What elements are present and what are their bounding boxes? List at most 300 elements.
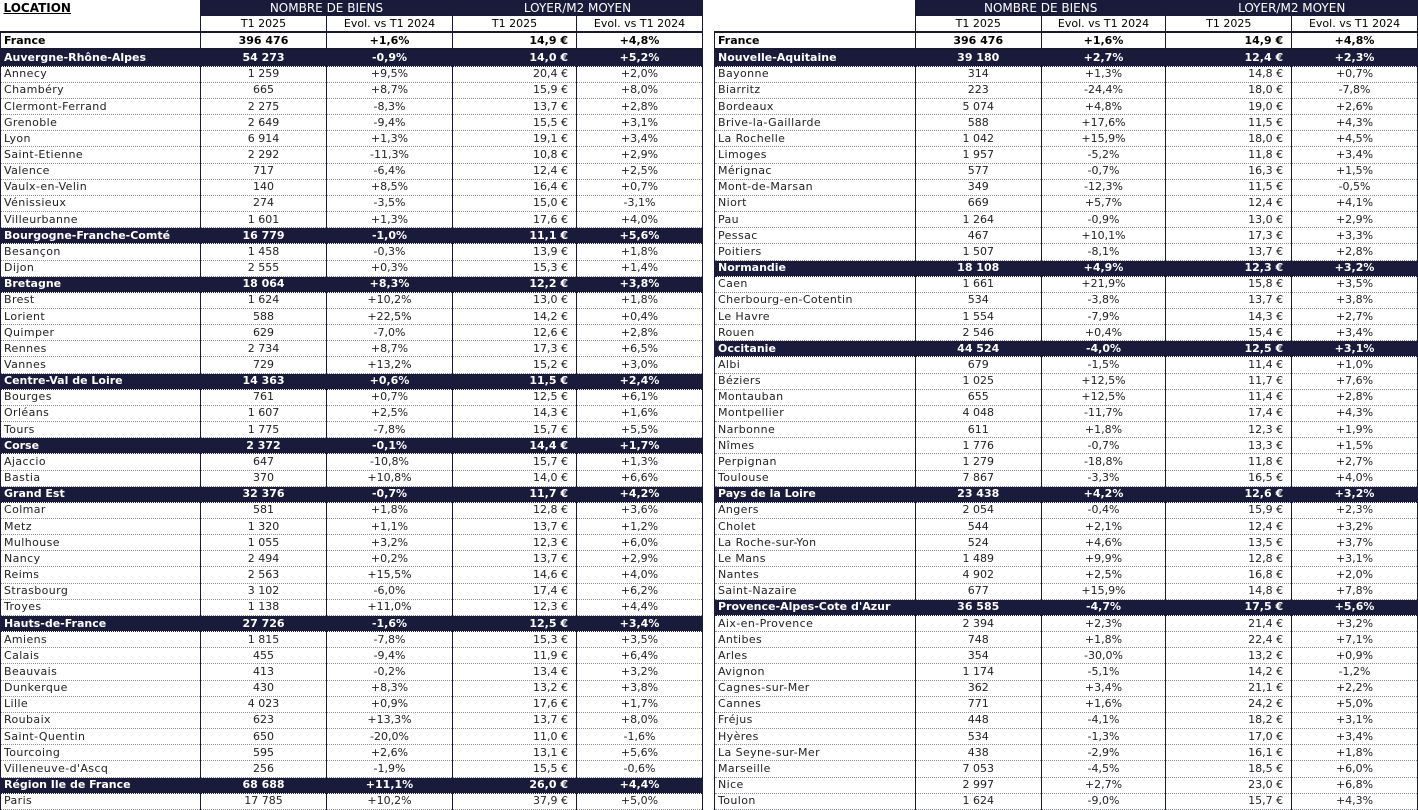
location-name: Pessac: [715, 228, 916, 244]
count-value: 4 902: [915, 567, 1041, 583]
count-evolution: +5,7%: [1041, 195, 1166, 211]
rent-per-m2: 18,0 €: [1166, 82, 1292, 98]
rent-per-m2: 11,8 €: [1166, 147, 1292, 163]
count-evolution: -11,3%: [327, 147, 453, 163]
count-value: 761: [201, 389, 327, 405]
city-row: [1, 147, 703, 163]
subheader-count-t1: T1 2025: [915, 16, 1041, 33]
city-row: [1, 519, 703, 535]
rent-evolution: +2,3%: [1292, 49, 1418, 66]
city-row: [715, 212, 1418, 228]
location-name: Pays de la Loire: [715, 486, 916, 502]
rent-evolution: +2,9%: [577, 551, 703, 567]
rent-per-m2: 15,5 €: [453, 761, 577, 777]
rent-evolution: -7,8%: [1292, 82, 1418, 98]
location-name: Calais: [1, 648, 201, 664]
count-value: 1 138: [201, 599, 327, 615]
count-evolution: +9,5%: [327, 66, 453, 82]
location-name: Arles: [715, 648, 916, 664]
count-evolution: +2,5%: [327, 405, 453, 421]
location-name: Rouen: [715, 325, 916, 341]
rent-per-m2: 19,1 €: [453, 131, 577, 147]
city-row: [1, 761, 703, 777]
city-row: [715, 244, 1418, 260]
city-row: [715, 729, 1418, 745]
location-name: Avignon: [715, 664, 916, 680]
location-name: Villeneuve-d'Ascq: [1, 761, 201, 777]
city-row: [1, 729, 703, 745]
rent-per-m2: 18,5 €: [1166, 761, 1292, 777]
right-rent-table: [714, 0, 1418, 810]
rent-per-m2: 16,5 €: [1166, 470, 1292, 486]
rent-per-m2: 22,4 €: [1166, 632, 1292, 648]
rent-per-m2: 14,9 €: [1166, 32, 1292, 49]
location-name: Tourcoing: [1, 745, 201, 761]
city-row: [1, 648, 703, 664]
rent-evolution: +2,8%: [1292, 244, 1418, 260]
city-row: [715, 551, 1418, 567]
rent-per-m2: 15,7 €: [453, 454, 577, 470]
count-evolution: +15,9%: [1041, 131, 1166, 147]
city-row: [715, 131, 1418, 147]
city-row: [1, 341, 703, 357]
rent-evolution: +6,0%: [577, 535, 703, 551]
rent-per-m2: 15,7 €: [453, 422, 577, 438]
region-row: [715, 49, 1418, 66]
rent-evolution: +6,8%: [1292, 777, 1418, 793]
city-row: [1, 502, 703, 518]
city-row: [715, 615, 1418, 631]
count-value: 1 957: [915, 147, 1041, 163]
rent-evolution: +2,9%: [1292, 212, 1418, 228]
count-evolution: +2,7%: [1041, 777, 1166, 793]
rent-per-m2: 12,3 €: [453, 599, 577, 615]
count-value: 1 055: [201, 535, 327, 551]
rent-evolution: +0,4%: [577, 308, 703, 324]
location-name: Brest: [1, 292, 201, 308]
rent-evolution: +2,2%: [1292, 680, 1418, 696]
rent-per-m2: 12,4 €: [1166, 195, 1292, 211]
count-evolution: +10,2%: [327, 793, 453, 809]
location-name: Brive-la-Gaillarde: [715, 115, 916, 131]
rent-per-m2: 12,5 €: [1166, 341, 1292, 357]
count-evolution: -18,8%: [1041, 454, 1166, 470]
count-evolution: +21,9%: [1041, 276, 1166, 292]
rent-evolution: +6,6%: [577, 470, 703, 486]
city-row: [1, 664, 703, 680]
count-value: 396 476: [915, 32, 1041, 49]
rent-evolution: +4,5%: [1292, 131, 1418, 147]
city-row: [715, 519, 1418, 535]
city-row: [715, 470, 1418, 486]
count-evolution: -6,0%: [327, 583, 453, 599]
count-evolution: -9,4%: [327, 115, 453, 131]
location-name: Colmar: [1, 502, 201, 518]
count-evolution: +8,3%: [327, 276, 453, 292]
rent-evolution: +8,0%: [577, 82, 703, 98]
rent-evolution: +3,1%: [1292, 551, 1418, 567]
city-row: [1, 583, 703, 599]
rent-evolution: +4,3%: [1292, 793, 1418, 809]
location-name: Montpellier: [715, 405, 916, 421]
location-name: Saint-Nazaire: [715, 583, 916, 599]
count-evolution: +22,5%: [327, 308, 453, 324]
location-name: Corse: [1, 438, 201, 454]
rent-evolution: +1,6%: [577, 405, 703, 421]
city-row: [1, 680, 703, 696]
rent-evolution: +6,0%: [1292, 761, 1418, 777]
count-value: 274: [201, 195, 327, 211]
count-value: 2 292: [201, 147, 327, 163]
city-row: [1, 325, 703, 341]
city-row: [715, 325, 1418, 341]
count-value: 354: [915, 648, 1041, 664]
count-value: 771: [915, 696, 1041, 712]
city-row: [715, 147, 1418, 163]
location-name: France: [715, 32, 916, 49]
count-value: 2 734: [201, 341, 327, 357]
count-value: 1 489: [915, 551, 1041, 567]
count-value: 430: [201, 680, 327, 696]
location-name: France: [1, 32, 201, 49]
city-row: [1, 292, 703, 308]
count-value: 1 776: [915, 438, 1041, 454]
rent-evolution: +4,3%: [1292, 405, 1418, 421]
count-value: 1 320: [201, 519, 327, 535]
count-evolution: -0,7%: [1041, 438, 1166, 454]
count-value: 4 048: [915, 405, 1041, 421]
count-value: 577: [915, 163, 1041, 179]
rent-per-m2: 20,4 €: [453, 66, 577, 82]
count-evolution: +1,6%: [327, 32, 453, 49]
rent-evolution: +3,1%: [577, 115, 703, 131]
count-value: 467: [915, 228, 1041, 244]
rent-evolution: +5,6%: [577, 228, 703, 244]
city-row: [1, 308, 703, 324]
rent-per-m2: 12,2 €: [453, 276, 577, 292]
city-row: [715, 163, 1418, 179]
rent-evolution: +3,2%: [1292, 615, 1418, 631]
count-evolution: +0,3%: [327, 260, 453, 276]
rent-per-m2: 13,7 €: [1166, 244, 1292, 260]
rent-per-m2: 15,2 €: [453, 357, 577, 373]
rent-per-m2: 11,4 €: [1166, 357, 1292, 373]
location-name: Bayonne: [715, 66, 916, 82]
city-row: [715, 308, 1418, 324]
subheader-price-evol: Evol. vs T1 2024: [577, 16, 703, 33]
count-evolution: +4,6%: [1041, 535, 1166, 551]
header-row-sub: [1, 16, 703, 33]
rent-evolution: +7,1%: [1292, 632, 1418, 648]
rent-per-m2: 11,5 €: [453, 373, 577, 389]
count-value: 544: [915, 519, 1041, 535]
rent-evolution: +3,1%: [1292, 341, 1418, 357]
location-name: Rennes: [1, 341, 201, 357]
location-name: Hyères: [715, 729, 916, 745]
region-row: [715, 260, 1418, 276]
city-row: [1, 599, 703, 615]
rent-evolution: +3,8%: [577, 276, 703, 292]
rent-per-m2: 11,4 €: [1166, 389, 1292, 405]
location-name: Metz: [1, 519, 201, 535]
rent-per-m2: 14,0 €: [453, 470, 577, 486]
location-name: Cholet: [715, 519, 916, 535]
rent-evolution: -1,6%: [577, 729, 703, 745]
count-value: 2 494: [201, 551, 327, 567]
location-name: Dijon: [1, 260, 201, 276]
count-value: 1 264: [915, 212, 1041, 228]
city-row: [1, 212, 703, 228]
rent-per-m2: 12,8 €: [1166, 551, 1292, 567]
rent-evolution: +5,5%: [577, 422, 703, 438]
rent-evolution: +1,9%: [1292, 422, 1418, 438]
rent-per-m2: 12,8 €: [453, 502, 577, 518]
location-name: Tours: [1, 422, 201, 438]
count-value: 729: [201, 357, 327, 373]
location-name: Biarritz: [715, 82, 916, 98]
city-row: [715, 454, 1418, 470]
rent-per-m2: 26,0 €: [453, 777, 577, 793]
rent-per-m2: 11,0 €: [453, 729, 577, 745]
count-evolution: +2,1%: [1041, 519, 1166, 535]
count-evolution: +15,5%: [327, 567, 453, 583]
location-name: Angers: [715, 502, 916, 518]
count-value: 455: [201, 648, 327, 664]
location-name: Bourgogne-Franche-Comté: [1, 228, 201, 244]
rent-per-m2: 14,4 €: [453, 438, 577, 454]
region-row: [1, 486, 703, 502]
region-row: [715, 486, 1418, 502]
right-table-panel: [714, 0, 1418, 810]
location-name: Nice: [715, 777, 916, 793]
location-name: Nantes: [715, 567, 916, 583]
rent-evolution: +1,8%: [577, 292, 703, 308]
rent-evolution: +3,2%: [1292, 519, 1418, 535]
location-name: Cannes: [715, 696, 916, 712]
location-name: La Seyne-sur-Mer: [715, 745, 916, 761]
city-row: [715, 567, 1418, 583]
rent-evolution: +4,3%: [1292, 115, 1418, 131]
city-row: [715, 745, 1418, 761]
rent-evolution: +4,0%: [577, 567, 703, 583]
location-name: Troyes: [1, 599, 201, 615]
region-row: [1, 615, 703, 631]
count-evolution: -20,0%: [327, 729, 453, 745]
rent-evolution: +3,5%: [1292, 276, 1418, 292]
count-evolution: -7,9%: [1041, 308, 1166, 324]
rent-per-m2: 13,5 €: [1166, 535, 1292, 551]
rent-evolution: +3,2%: [577, 664, 703, 680]
count-evolution: +1,6%: [1041, 32, 1166, 49]
count-evolution: -0,7%: [1041, 163, 1166, 179]
count-value: 54 273: [201, 49, 327, 66]
rent-evolution: +5,2%: [577, 49, 703, 66]
rent-per-m2: 17,3 €: [453, 341, 577, 357]
subheader-count-evol: Evol. vs T1 2024: [327, 16, 453, 33]
location-name: Le Mans: [715, 551, 916, 567]
rent-per-m2: 24,2 €: [1166, 696, 1292, 712]
location-name: Annecy: [1, 66, 201, 82]
city-row: [715, 276, 1418, 292]
location-name: Vannes: [1, 357, 201, 373]
count-value: 396 476: [201, 32, 327, 49]
location-name: Fréjus: [715, 712, 916, 728]
count-value: 665: [201, 82, 327, 98]
location-name: Grenoble: [1, 115, 201, 131]
region-row: [715, 599, 1418, 615]
rent-per-m2: 14,8 €: [1166, 583, 1292, 599]
rent-evolution: +2,5%: [577, 163, 703, 179]
count-value: 362: [915, 680, 1041, 696]
rent-evolution: +7,6%: [1292, 373, 1418, 389]
count-value: 23 438: [915, 486, 1041, 502]
count-evolution: -9,4%: [327, 648, 453, 664]
rent-per-m2: 12,3 €: [453, 535, 577, 551]
country-row: [715, 32, 1418, 49]
rent-evolution: +0,7%: [577, 179, 703, 195]
count-value: 68 688: [201, 777, 327, 793]
location-name: Provence-Alpes-Cote d'Azur: [715, 599, 916, 615]
location-name: Niort: [715, 195, 916, 211]
rent-evolution: +5,6%: [577, 745, 703, 761]
count-value: 1 624: [915, 793, 1041, 809]
rent-per-m2: 14,2 €: [1166, 664, 1292, 680]
city-row: [1, 632, 703, 648]
location-name: Reims: [1, 567, 201, 583]
rent-evolution: +3,7%: [1292, 535, 1418, 551]
count-evolution: +2,6%: [327, 745, 453, 761]
city-row: [715, 228, 1418, 244]
count-evolution: -6,4%: [327, 163, 453, 179]
subheader-price-evol: Evol. vs T1 2024: [1292, 16, 1418, 33]
header-row-main: [1, 0, 703, 16]
rent-per-m2: 16,1 €: [1166, 745, 1292, 761]
count-evolution: +4,9%: [1041, 260, 1166, 276]
city-row: [715, 712, 1418, 728]
subheader-price-t1: T1 2025: [1166, 16, 1292, 33]
city-row: [1, 115, 703, 131]
location-name: Paris: [1, 793, 201, 809]
rent-per-m2: 13,9 €: [453, 244, 577, 260]
rent-per-m2: 13,3 €: [1166, 438, 1292, 454]
location-name: Caen: [715, 276, 916, 292]
rent-evolution: +1,7%: [577, 438, 703, 454]
city-row: [1, 131, 703, 147]
subheader-blank: [1, 16, 201, 33]
count-value: 588: [915, 115, 1041, 131]
city-row: [1, 260, 703, 276]
city-row: [1, 195, 703, 211]
count-evolution: -7,0%: [327, 325, 453, 341]
right-table-body: [715, 32, 1418, 809]
header-row-main: [715, 0, 1418, 16]
rent-per-m2: 23,0 €: [1166, 777, 1292, 793]
rent-per-m2: 15,9 €: [453, 82, 577, 98]
subheader-blank: [715, 16, 916, 33]
count-evolution: -1,0%: [327, 228, 453, 244]
count-value: 18 064: [201, 276, 327, 292]
rent-evolution: +4,0%: [577, 212, 703, 228]
count-evolution: +2,3%: [1041, 615, 1166, 631]
count-value: 650: [201, 729, 327, 745]
count-evolution: +2,7%: [1041, 49, 1166, 66]
count-evolution: +2,5%: [1041, 567, 1166, 583]
count-evolution: -7,8%: [327, 422, 453, 438]
location-name: Béziers: [715, 373, 916, 389]
region-row: [715, 341, 1418, 357]
rent-per-m2: 17,4 €: [453, 583, 577, 599]
count-evolution: -11,7%: [1041, 405, 1166, 421]
rent-evolution: +1,8%: [1292, 745, 1418, 761]
count-value: 223: [915, 82, 1041, 98]
rent-evolution: +1,0%: [1292, 357, 1418, 373]
count-value: 679: [915, 357, 1041, 373]
location-name: Perpignan: [715, 454, 916, 470]
rent-evolution: +0,7%: [1292, 66, 1418, 82]
count-value: 581: [201, 502, 327, 518]
rent-per-m2: 15,7 €: [1166, 793, 1292, 809]
rent-per-m2: 13,7 €: [453, 519, 577, 535]
rent-per-m2: 37,9 €: [453, 793, 577, 809]
rent-evolution: +2,3%: [1292, 502, 1418, 518]
count-evolution: -3,8%: [1041, 292, 1166, 308]
rent-per-m2: 17,0 €: [1166, 729, 1292, 745]
city-row: [715, 680, 1418, 696]
count-evolution: +10,8%: [327, 470, 453, 486]
count-value: 314: [915, 66, 1041, 82]
location-name: Pau: [715, 212, 916, 228]
region-row: [1, 438, 703, 454]
rent-per-m2: 16,8 €: [1166, 567, 1292, 583]
location-name: Poitiers: [715, 244, 916, 260]
count-evolution: +1,3%: [327, 131, 453, 147]
loyer-m2-header: LOYER/M2 MOYEN: [1166, 0, 1418, 16]
location-label: LOCATION: [1, 0, 201, 16]
rent-per-m2: 13,4 €: [453, 664, 577, 680]
count-value: 448: [915, 712, 1041, 728]
city-row: [715, 664, 1418, 680]
city-row: [715, 66, 1418, 82]
rent-evolution: +3,2%: [1292, 486, 1418, 502]
count-evolution: +3,4%: [1041, 680, 1166, 696]
location-name: Lille: [1, 696, 201, 712]
rent-per-m2: 12,4 €: [1166, 519, 1292, 535]
rent-per-m2: 12,5 €: [453, 389, 577, 405]
rent-per-m2: 19,0 €: [1166, 98, 1292, 114]
rent-evolution: +2,0%: [1292, 567, 1418, 583]
location-name: Montauban: [715, 389, 916, 405]
rent-evolution: +2,0%: [577, 66, 703, 82]
rent-per-m2: 12,4 €: [453, 163, 577, 179]
rent-per-m2: 13,0 €: [453, 292, 577, 308]
count-evolution: -7,8%: [327, 632, 453, 648]
rent-evolution: +3,2%: [1292, 260, 1418, 276]
city-row: [1, 66, 703, 82]
count-value: 18 108: [915, 260, 1041, 276]
rent-per-m2: 11,1 €: [453, 228, 577, 244]
city-row: [1, 696, 703, 712]
count-value: 717: [201, 163, 327, 179]
city-row: [715, 357, 1418, 373]
rent-evolution: -1,2%: [1292, 664, 1418, 680]
rent-evolution: +3,4%: [577, 615, 703, 631]
location-name: Toulouse: [715, 470, 916, 486]
count-value: 1 042: [915, 131, 1041, 147]
rent-per-m2: 13,7 €: [453, 551, 577, 567]
rent-evolution: +4,2%: [577, 486, 703, 502]
count-evolution: -0,9%: [1041, 212, 1166, 228]
count-value: 629: [201, 325, 327, 341]
